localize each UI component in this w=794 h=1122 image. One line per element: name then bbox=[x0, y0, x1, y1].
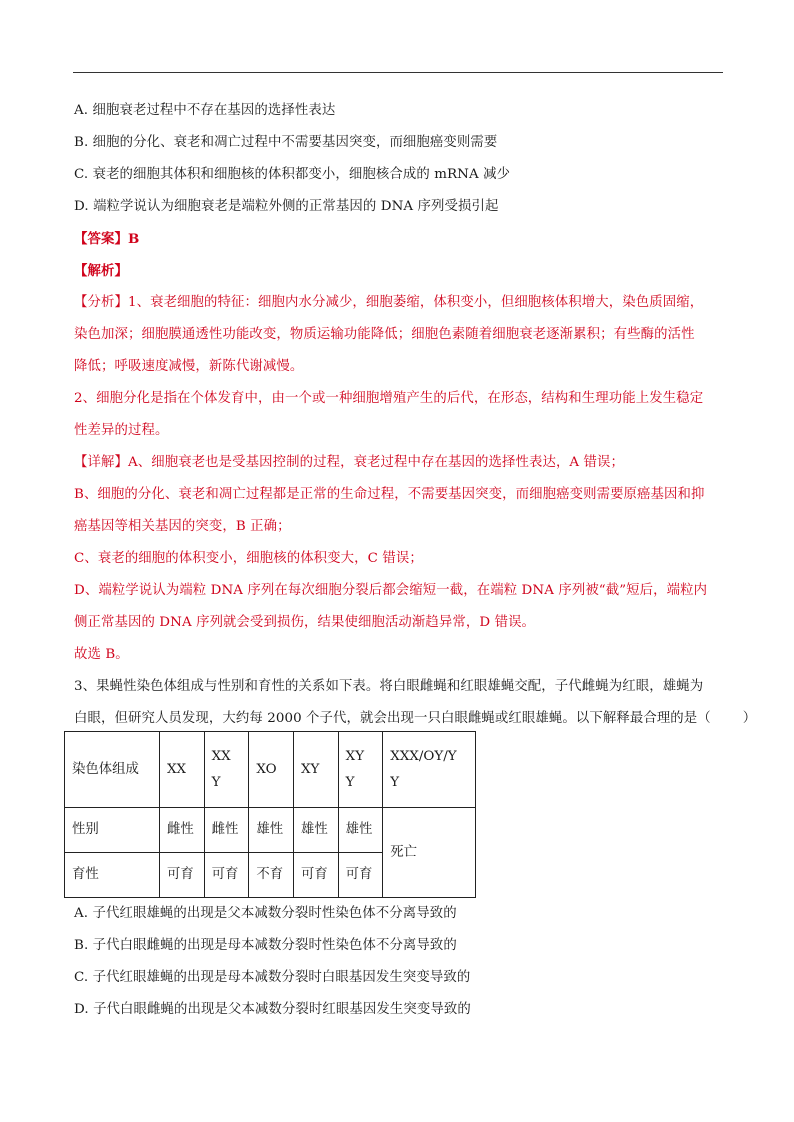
table-cell: 雌性 bbox=[204, 808, 249, 853]
option-c: C. 子代红眼雄蝇的出现是母本减数分裂时白眼基因发生突变导致的 bbox=[74, 970, 471, 985]
table-cell: 雄性 bbox=[294, 808, 339, 853]
table-cell: 可育 bbox=[338, 853, 383, 898]
header-rule bbox=[73, 72, 723, 73]
answer-paren-close: ） bbox=[742, 711, 757, 726]
table-cell: 可育 bbox=[294, 853, 339, 898]
table-cell: XXX/OY/Y Y bbox=[383, 732, 476, 808]
detail-line: 【详解】A、细胞衰老也是受基因控制的过程，衰老过程中存在基因的选择性表达，A 错误； bbox=[74, 455, 625, 470]
detail-line: B、细胞的分化、衰老和凋亡过程都是正常的生命过程，不需要基因突变，而细胞癌变则需要原癌基因和抑 bbox=[74, 487, 705, 502]
table-cell: 可育 bbox=[204, 853, 249, 898]
conclusion-line: 故选 B。 bbox=[74, 647, 129, 662]
detail-line: D、端粒学说认为端粒 DNA 序列在每次细胞分裂后都会缩短一截，在端粒 DNA 序列被“截”短后，端粒内 bbox=[74, 583, 708, 598]
analysis-title: 【解析】 bbox=[74, 263, 128, 279]
table-cell: XY Y bbox=[338, 732, 383, 808]
table-cell: XX bbox=[159, 732, 204, 808]
analysis-line: 2、细胞分化是指在个体发育中，由一个或一种细胞增殖产生的后代，在形态，结构和生理功能上发生稳定 bbox=[74, 391, 704, 406]
detail-line: C、衰老的细胞的体积变小，细胞核的体积变大，C 错误； bbox=[74, 551, 423, 566]
option-c: C. 衰老的细胞其体积和细胞核的体积都变小，细胞核合成的 mRNA 减少 bbox=[74, 167, 511, 182]
table-cell: 雌性 bbox=[159, 808, 204, 853]
table-cell: XY bbox=[294, 732, 339, 808]
table-cell: XX Y bbox=[204, 732, 249, 808]
table-cell: XO bbox=[249, 732, 294, 808]
chromosome-table bbox=[64, 731, 476, 898]
analysis-line: 降低；呼吸速度减慢，新陈代谢减慢。 bbox=[74, 359, 304, 374]
detail-line: 侧正常基因的 DNA 序列就会受到损伤，结果使细胞活动渐趋异常，D 错误。 bbox=[74, 615, 536, 630]
option-b: B. 子代白眼雌蝇的出现是母本减数分裂时性染色体不分离导致的 bbox=[74, 938, 457, 953]
option-d: D. 端粒学说认为细胞衰老是端粒外侧的正常基因的 DNA 序列受损引起 bbox=[74, 199, 499, 214]
row-header: 育性 bbox=[65, 853, 160, 898]
question-3-stem bbox=[74, 710, 757, 728]
question-3-stem: 3、果蝇性染色体组成与性别和育性的关系如下表。将白眼雌蝇和红眼雄蝇交配，子代雌蝇为红眼，雄蝇为 bbox=[74, 679, 704, 694]
option-b: B. 细胞的分化、衰老和凋亡过程中不需要基因突变，而细胞癌变则需要 bbox=[74, 135, 498, 150]
analysis-line: 染色加深；细胞膜通透性功能改变，物质运输功能降低；细胞色素随着细胞衰老逐渐累积；有些酶的活性 bbox=[74, 327, 695, 342]
answer-label: 【答案】B bbox=[74, 231, 140, 247]
table-row bbox=[65, 732, 476, 808]
table-cell-death: 死亡 bbox=[383, 808, 476, 898]
question-3-stem-text: 白眼，但研究人员发现，大约每 2000 个子代，就会出现一只白眼雌蝇或红眼雄蝇。以下解释最合理的是（ bbox=[74, 711, 711, 726]
row-header: 染色体组成 bbox=[65, 732, 160, 808]
detail-line: 癌基因等相关基因的突变，B 正确； bbox=[74, 519, 291, 534]
analysis-line: 性差异的过程。 bbox=[74, 423, 169, 438]
table-row bbox=[65, 808, 476, 853]
table-cell: 雄性 bbox=[338, 808, 383, 853]
table-cell: 雄性 bbox=[249, 808, 294, 853]
table-cell: 不育 bbox=[249, 853, 294, 898]
option-a: A. 细胞衰老过程中不存在基因的选择性表达 bbox=[74, 103, 336, 118]
table-cell: 可育 bbox=[159, 853, 204, 898]
option-d: D. 子代白眼雌蝇的出现是父本减数分裂时红眼基因发生突变导致的 bbox=[74, 1002, 471, 1017]
row-header: 性别 bbox=[65, 808, 160, 853]
analysis-line: 【分析】1、衰老细胞的特征：细胞内水分减少，细胞萎缩，体积变小，但细胞核体积增大，染色质固缩， bbox=[74, 295, 704, 310]
option-a: A. 子代红眼雄蝇的出现是父本减数分裂时性染色体不分离导致的 bbox=[74, 906, 457, 921]
